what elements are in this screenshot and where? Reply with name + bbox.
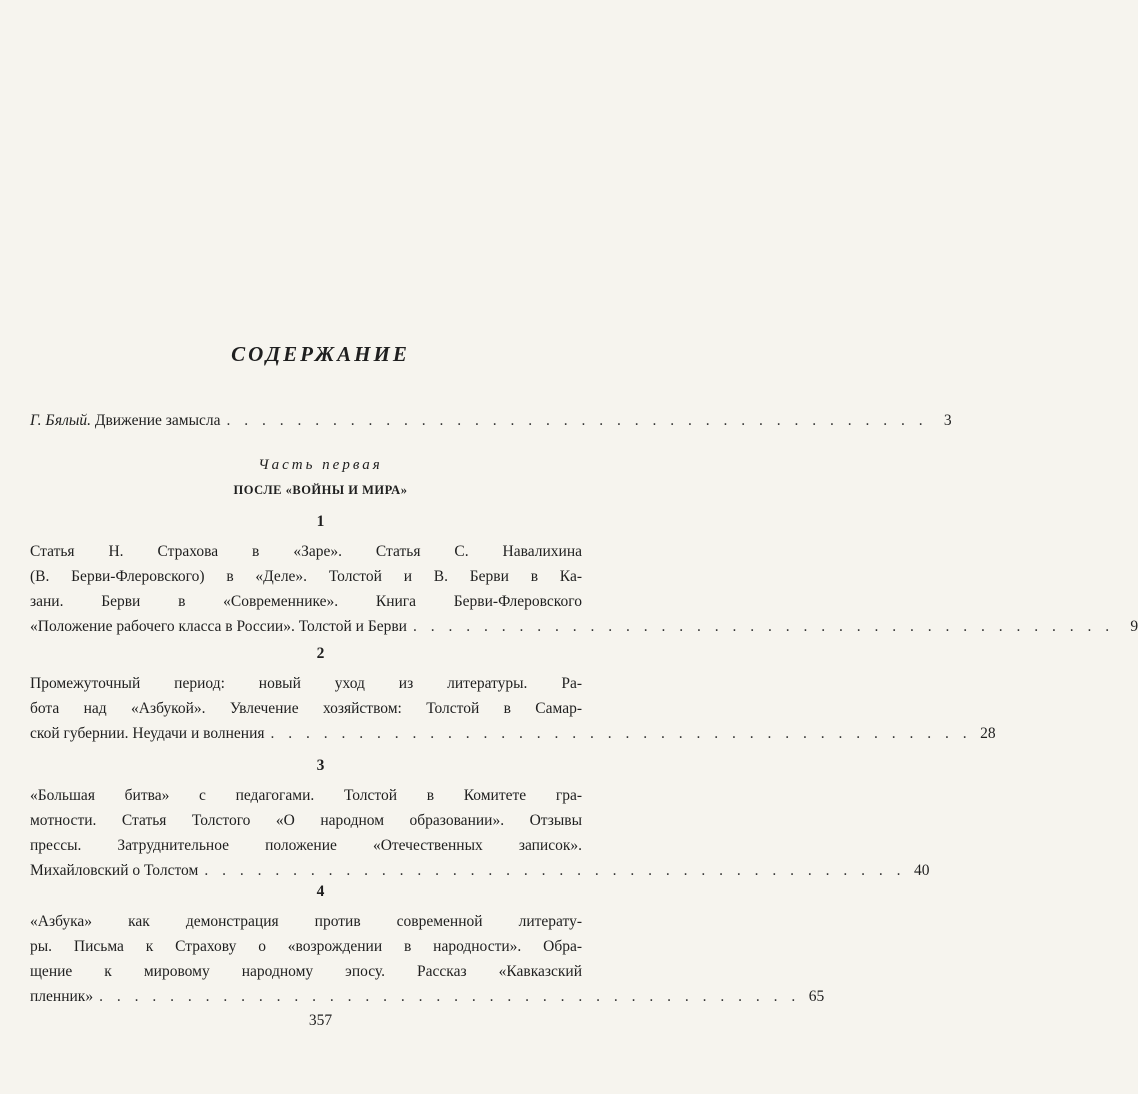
toc-page-number: 40 xyxy=(913,862,930,879)
page-title: СОДЕРЖАНИЕ xyxy=(231,342,410,366)
entry-line: (В. Берви-Флеровского) в «Деле». Толстой и В. Берви в Ка- xyxy=(30,568,582,585)
toc-entry-intro[interactable] xyxy=(30,408,952,433)
entry-line: прессы. Затруднительное положение «Отечественных записок». xyxy=(30,837,582,854)
entry-line: Статья Н. Страхова в «Заре». Статья С. Навалихина xyxy=(30,543,582,560)
toc-page-number: 65 xyxy=(808,988,825,1005)
entry-line: зани. Берви в «Современнике». Книга Берви-Флеровского xyxy=(30,593,582,610)
dot-leader: . . . . . . . . . . . . . . . . . . . . . . . . . . . . . . . . . . . . . . . . xyxy=(270,725,972,742)
dot-leader: . . . . . . . . . . . . . . . . . . . . . . . . . . . . . . . . . . . . . . . . xyxy=(99,988,801,1005)
entry-last-line: Михайловский о Толстом xyxy=(30,862,199,879)
section-number-3: 3 xyxy=(316,757,325,774)
entry-line: Промежуточный период: новый уход из литературы. Ра- xyxy=(30,675,582,692)
toc-page-number: 9 xyxy=(1130,618,1138,635)
intro-title: Движение замысла xyxy=(94,412,221,429)
part-title: ПОСЛЕ «ВОЙНЫ И МИРА» xyxy=(233,483,408,497)
section-number-1: 1 xyxy=(316,513,325,530)
toc-entry-section-3[interactable] xyxy=(30,783,930,883)
dot-leader: . . . . . . . . . . . . . . . . . . . . . . . . . . . . . . . . . . . . . . . . xyxy=(412,618,1115,635)
entry-line: «Азбука» как демонстрация против современной литерату- xyxy=(30,913,582,930)
dot-leader: . . . . . . . . . . . . . . . . . . . . . . . . . . . . . . . . . . . . . . . . xyxy=(226,412,928,429)
toc-page-number: 28 xyxy=(980,725,996,742)
toc-page-number: 3 xyxy=(943,412,952,429)
entry-line: мотности. Статья Толстого «О народном образовании». Отзывы xyxy=(30,812,582,829)
entry-last-line: ской губернии. Неудачи и волнения xyxy=(30,725,265,742)
entry-last-line: пленник» xyxy=(30,988,94,1005)
entry-line: щение к мировому народному эпосу. Рассказ «Кавказский xyxy=(30,963,582,980)
section-number-4: 4 xyxy=(316,883,325,900)
entry-line: «Большая битва» с педагогами. Толстой в Комитете гра- xyxy=(30,787,582,804)
toc-entry-section-1[interactable] xyxy=(30,539,1138,639)
dot-leader: . . . . . . . . . . . . . . . . . . . . . . . . . . . . . . . . . . . . . . . . xyxy=(204,862,906,879)
entry-last-line: «Положение рабочего класса в России». Толстой и Берви xyxy=(30,618,407,635)
intro-author: Г. Бялый. xyxy=(30,412,91,429)
section-number-2: 2 xyxy=(316,645,325,662)
toc-entry-section-2[interactable] xyxy=(30,671,996,746)
page-number: 357 xyxy=(308,1012,333,1029)
entry-line: бота над «Азбукой». Увлечение хозяйством: Толстой в Самар- xyxy=(30,700,582,717)
entry-line: ры. Письма к Страхову о «возрождении в народности». Обра- xyxy=(30,938,582,955)
toc-entry-intro-text xyxy=(30,408,221,433)
part-label: Часть первая xyxy=(258,457,383,473)
toc-entry-section-4[interactable] xyxy=(30,909,825,1009)
